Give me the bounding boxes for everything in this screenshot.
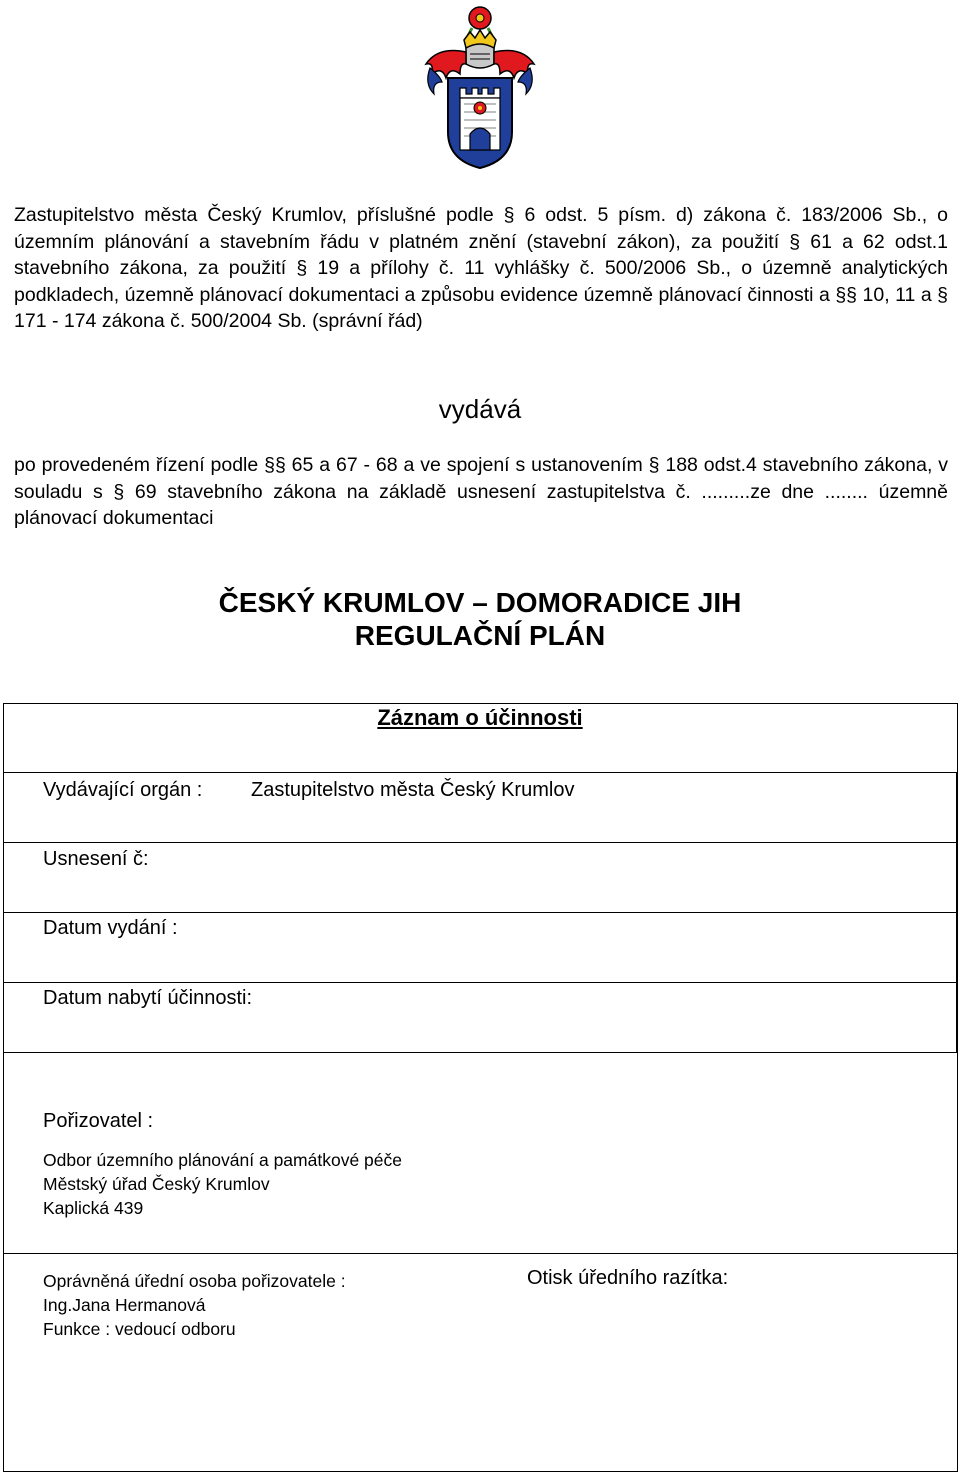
- effective-date-label: Datum nabytí účinnosti:: [43, 987, 252, 1009]
- document-title-line2: REGULAČNÍ PLÁN: [354, 620, 606, 651]
- procurer-label: Pořizovatel :: [43, 1110, 154, 1132]
- issue-date-label: Datum vydání :: [43, 917, 178, 939]
- issuing-body-value: Zastupitelstvo města Český Krumlov: [251, 779, 575, 801]
- issues-word: vydává: [438, 394, 522, 424]
- record-divider: [3, 1253, 958, 1254]
- coat-of-arms-logo: [420, 2, 540, 170]
- procurer-department: Odbor územního plánování a památkové péče: [43, 1150, 402, 1170]
- document-title: [0, 586, 960, 652]
- resolution-label: Usnesení č:: [43, 848, 149, 870]
- intro-paragraph: Zastupitelstvo města Český Krumlov, příslušné podle § 6 odst. 5 písm. d) zákona č. 183/2006 Sb., o územním plánování a stavebním řádu v platném znění (stavební zákon), za použití § 61 a 62 odst.1 stavebního zákona, za použití § 19 a přílohy č. 11 vyhlášky č. 500/2006 Sb., o územně analytických podkladech, územně plánovací dokumentaci a způsobu evidence územně plánovací činnosti a §§ 10, 11 a § 171 - 174 zákona č. 500/2004 Sb. (správní řád): [14, 204, 948, 332]
- record-divider: [3, 982, 958, 983]
- record-heading: Záznam o účinnosti: [377, 705, 583, 730]
- record-left-border: [3, 772, 4, 1052]
- authorized-person-function: Funkce : vedoucí odboru: [43, 1319, 236, 1339]
- procurer-address: Kaplická 439: [43, 1198, 144, 1218]
- procedure-paragraph: po provedeném řízení podle §§ 65 a 67 - 68 a ve spojení s ustanovením § 188 odst.4 stavebního zákona, v souladu s § 69 stavebního zákona na základě usnesení zastupitelstva č. .........ze dne ........ územně plánovací dokumentaci: [14, 454, 948, 529]
- authorized-person-name: Ing.Jana Hermanová: [43, 1295, 206, 1315]
- record-divider: [3, 1052, 958, 1053]
- effectiveness-record-box: [3, 703, 958, 1472]
- authorized-person-label: Oprávněná úřední osoba pořizovatele :: [43, 1271, 346, 1291]
- record-divider: [3, 842, 958, 843]
- issuing-body-label: Vydávající orgán :: [43, 779, 203, 801]
- procurer-office: Městský úřad Český Krumlov: [43, 1174, 270, 1194]
- document-title-line1: ČESKÝ KRUMLOV – DOMORADICE JIH: [218, 587, 742, 618]
- record-divider: [3, 912, 958, 913]
- record-divider: [3, 772, 958, 773]
- record-right-border: [956, 772, 957, 1052]
- stamp-label: Otisk úředního razítka:: [527, 1267, 729, 1289]
